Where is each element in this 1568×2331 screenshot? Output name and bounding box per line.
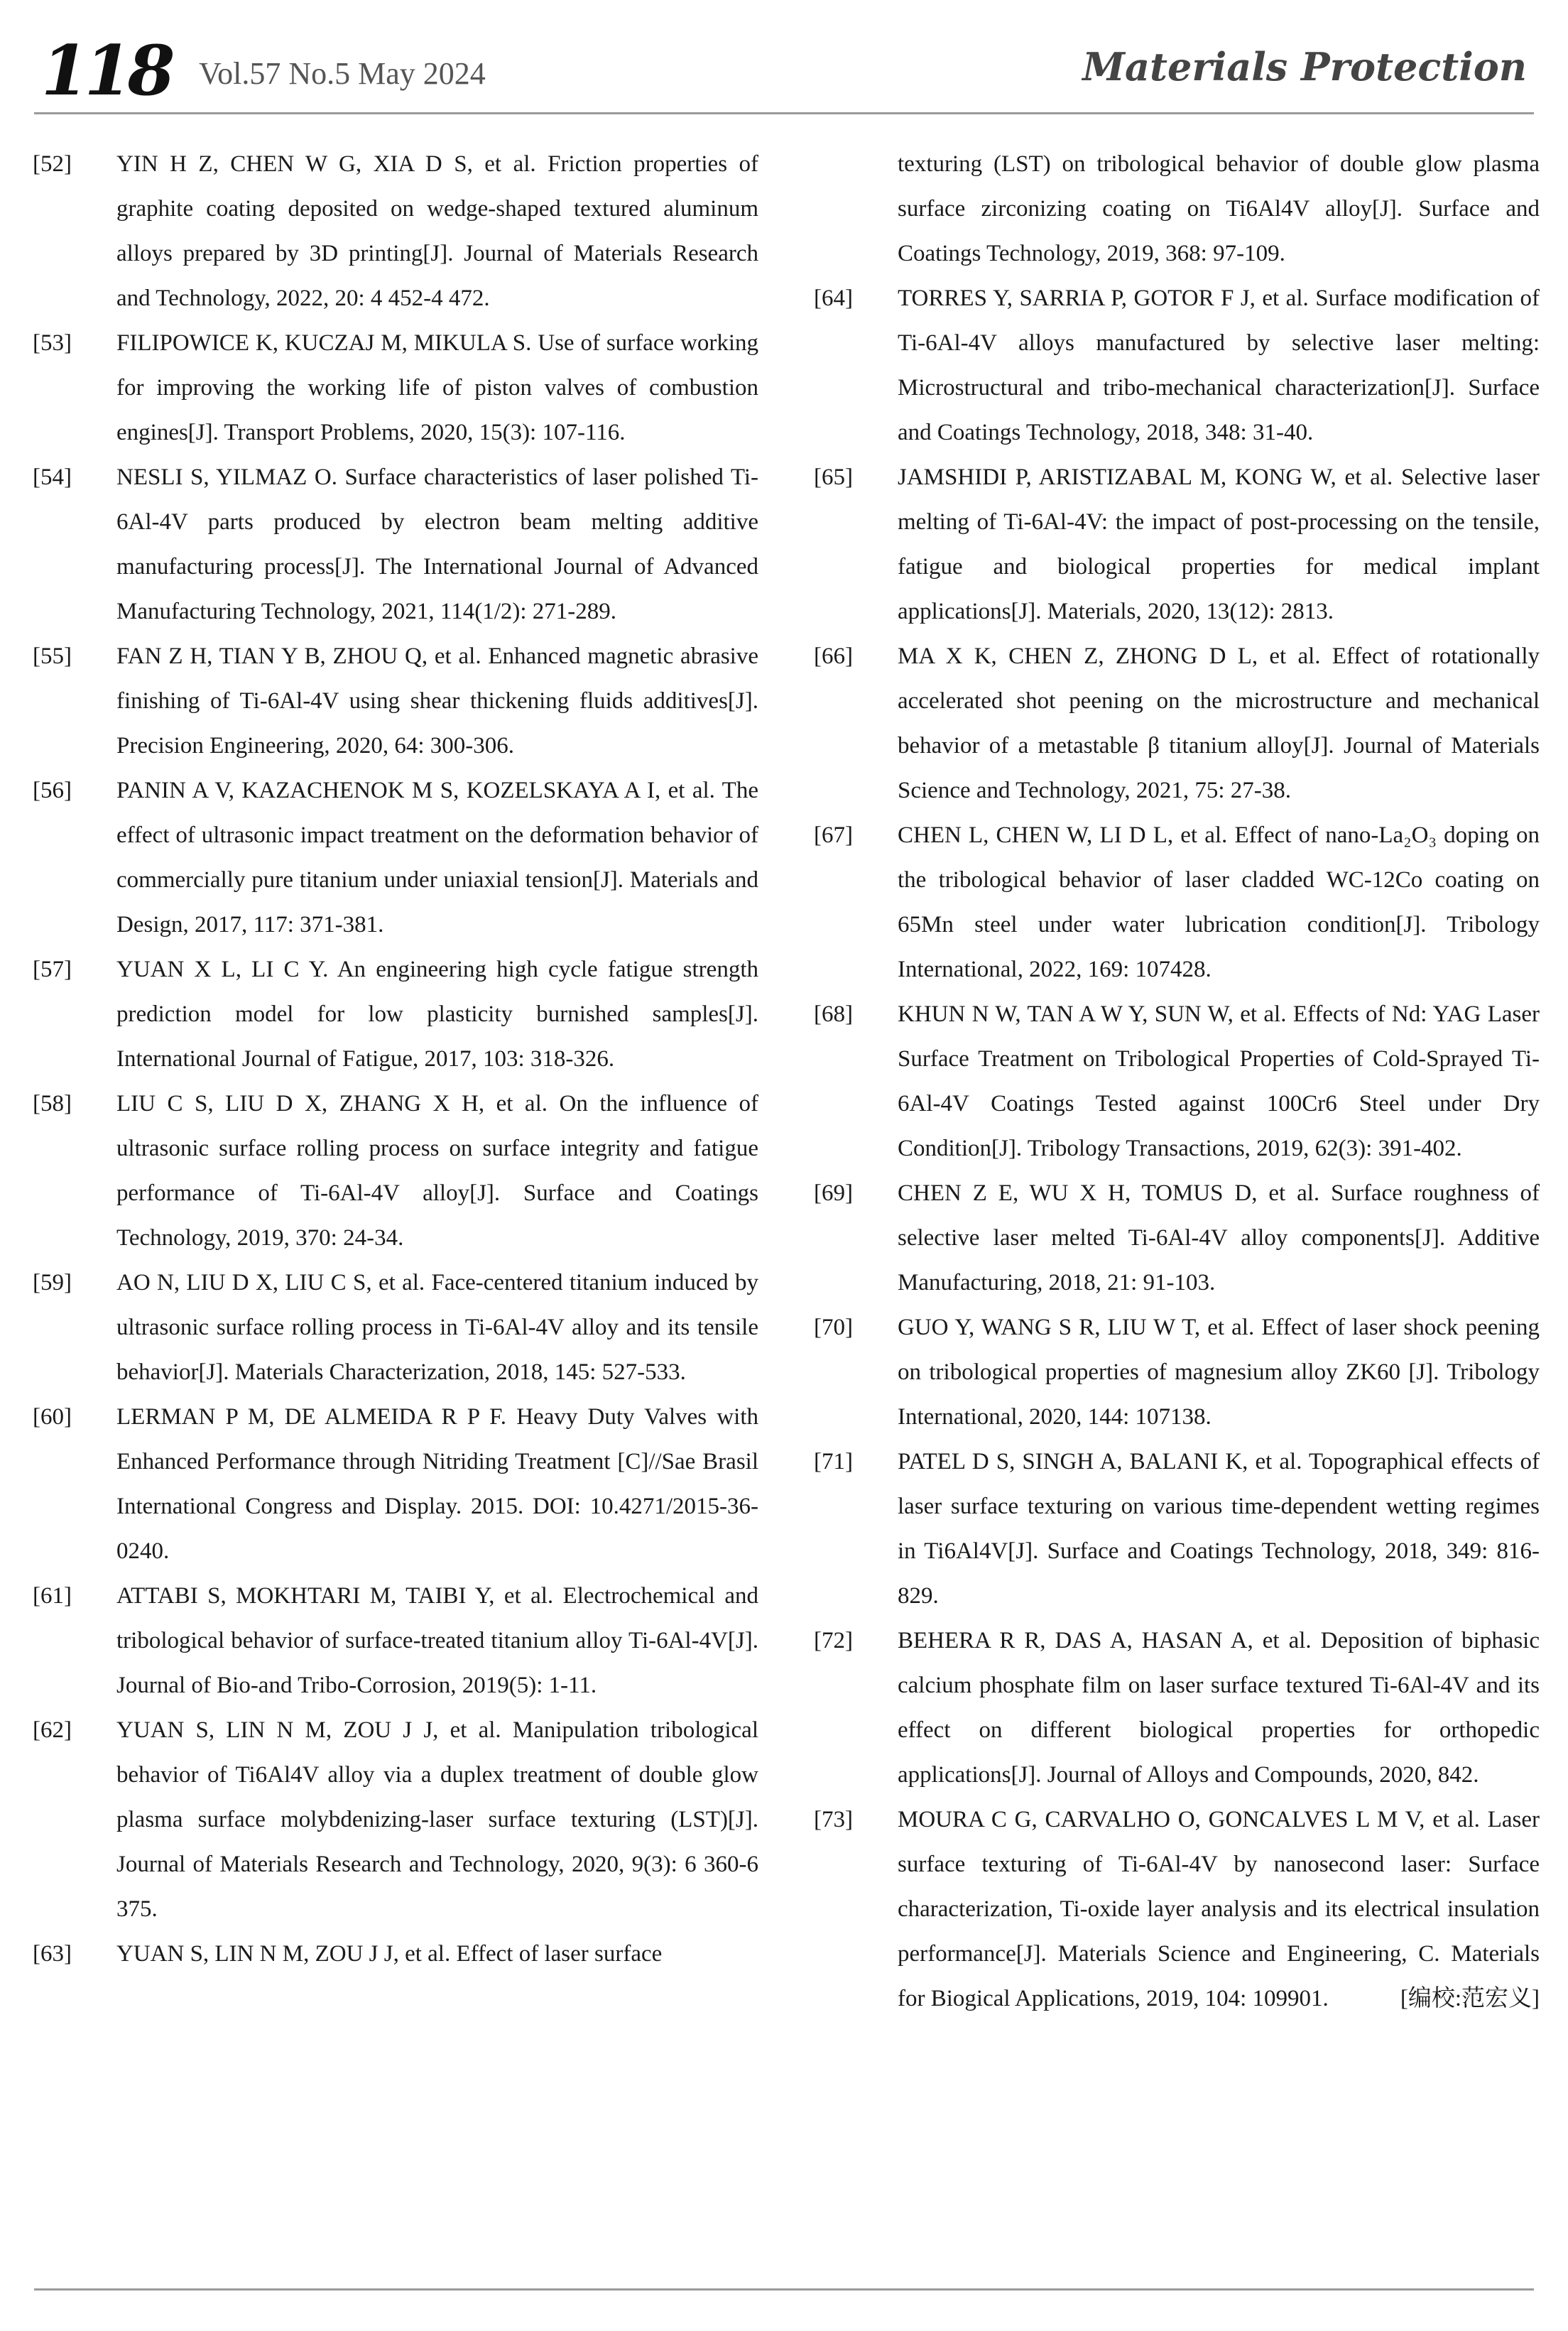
reference-item xyxy=(33,455,758,634)
reference-number: [71] xyxy=(814,1449,853,1474)
header-rule xyxy=(34,112,1534,114)
reference-number: [67] xyxy=(814,822,853,848)
reference-text: GUO Y, WANG S R, LIU W T, et al. Effect of laser shock peening on tribological properties of magnesium alloy ZK60 [J]. Tribology International, 2020, 144: 107138. xyxy=(898,1315,1540,1430)
reference-number: [73] xyxy=(814,1807,853,1832)
references-left-column xyxy=(33,142,758,1977)
reference-item xyxy=(814,276,1540,455)
reference-number: [57] xyxy=(33,957,72,982)
reference-text: LIU C S, LIU D X, ZHANG X H, et al. On the influence of ultrasonic surface rolling process on surface integrity and fatigue performance of Ti-6Al-4V alloy[J]. Surface and Coatings Technology, 2019, 370: 24-34. xyxy=(116,1091,758,1251)
reference-text: PANIN A V, KAZACHENOK M S, KOZELSKAYA A I, et al. The effect of ultrasonic impact treatment on the deformation behavior of commercially pure titanium under uniaxial tension[J]. Materials and Design, 2017, 117: 371-381. xyxy=(116,778,758,938)
reference-text: FAN Z H, TIAN Y B, ZHOU Q, et al. Enhanced magnetic abrasive finishing of Ti-6Al-4V using shear thickening fluids additives[J]. Precision Engineering, 2020, 64: 300-306. xyxy=(116,643,758,759)
reference-item xyxy=(33,1395,758,1574)
reference-text: FILIPOWICE K, KUCZAJ M, MIKULA S. Use of surface working for improving the working life of piston valves of combustion engines[J]. Transport Problems, 2020, 15(3): 107-116. xyxy=(116,330,758,445)
reference-item xyxy=(814,634,1540,813)
reference-number: [59] xyxy=(33,1270,72,1295)
reference-text: YIN H Z, CHEN W G, XIA D S, et al. Friction properties of graphite coating deposited on wedge-shaped textured aluminum alloys prepared by 3D printing[J]. Journal of Materials Research and Technology, 2022, 20: 4 452-4 472. xyxy=(116,151,758,311)
reference-text: YUAN S, LIN N M, ZOU J J, et al. Manipulation tribological behavior of Ti6Al4V alloy via a duplex treatment of double glow plasma surface molybdenizing-laser surface texturing (LST)[J]. Journal of Materials Research and Technology, 2020, 9(3): 6 360-6 375. xyxy=(116,1717,758,1922)
reference-number: [63] xyxy=(33,1941,72,1967)
reference-item xyxy=(814,1798,1540,2021)
reference-number: [53] xyxy=(33,330,72,356)
editor-credit: [编校:范宏义] xyxy=(1400,1986,1540,2011)
references-right-column xyxy=(814,142,1540,2021)
reference-text: NESLI S, YILMAZ O. Surface characteristics of laser polished Ti-6Al-4V parts produced by electron beam melting additive manufacturing process[J]. The International Journal of Advanced Manufacturing Technology, 2021, 114(1/2): 271-289. xyxy=(116,464,758,624)
footer-rule xyxy=(34,2288,1534,2291)
reference-number: [62] xyxy=(33,1717,72,1743)
reference-item xyxy=(33,1261,758,1395)
reference-text: MA X K, CHEN Z, ZHONG D L, et al. Effect of rotationally accelerated shot peening on the microstructure and mechanical behavior of a metastable β titanium alloy[J]. Journal of Materials Science and Technology, 2021, 75: 27-38. xyxy=(898,643,1540,803)
reference-number: [72] xyxy=(814,1628,853,1653)
reference-item xyxy=(814,1171,1540,1305)
page-header xyxy=(34,28,1534,114)
reference-text: CHEN L, CHEN W, LI D L, et al. Effect of nano-La₂O₃ doping on the tribological behavior of laser cladded WC-12Co coating on 65Mn steel under water lubrication condition[J]. Tribology International, 2022, 169: 107428. xyxy=(898,822,1540,982)
reference-item xyxy=(33,1082,758,1261)
reference-number: [61] xyxy=(33,1583,72,1609)
reference-text: CHEN Z E, WU X H, TOMUS D, et al. Surface roughness of selective laser melted Ti-6Al-4V alloy components[J]. Additive Manufacturing, 2018, 21: 91-103. xyxy=(898,1180,1540,1295)
reference-item xyxy=(814,813,1540,992)
reference-text: YUAN X L, LI C Y. An engineering high cycle fatigue strength prediction model for low plasticity burnished samples[J]. International Journal of Fatigue, 2017, 103: 318-326. xyxy=(116,957,758,1072)
reference-item xyxy=(814,455,1540,634)
reference-text: BEHERA R R, DAS A, HASAN A, et al. Deposition of biphasic calcium phosphate film on laser surface textured Ti-6Al-4V and its effect on different biological properties for orthopedic applications[J]. Journal of Alloys and Compounds, 2020, 842. xyxy=(898,1628,1540,1788)
reference-continuation: texturing (LST) on tribological behavior of double glow plasma surface zirconizing coating on Ti6Al4V alloy[J]. Surface and Coatings Technology, 2019, 368: 97-109. xyxy=(898,151,1540,266)
reference-item xyxy=(814,1305,1540,1440)
reference-text: ATTABI S, MOKHTARI M, TAIBI Y, et al. Electrochemical and tribological behavior of surface-treated titanium alloy Ti-6Al-4V[J]. Journal of Bio-and Tribo-Corrosion, 2019(5): 1-11. xyxy=(116,1583,758,1698)
reference-item xyxy=(33,947,758,1082)
reference-item xyxy=(814,992,1540,1171)
reference-number: [70] xyxy=(814,1315,853,1340)
reference-text xyxy=(898,1798,1540,2021)
reference-number: [66] xyxy=(814,643,853,669)
reference-text: LERMAN P M, DE ALMEIDA R P F. Heavy Duty Valves with Enhanced Performance through Nitriding Treatment [C]//Sae Brasil International Congress and Display. 2015. DOI: 10.4271/2015-36-0240. xyxy=(116,1404,758,1564)
page-number: 118 xyxy=(41,31,171,111)
reference-item xyxy=(33,321,758,455)
reference-number: [54] xyxy=(33,464,72,490)
reference-number: [68] xyxy=(814,1001,853,1027)
reference-number: [58] xyxy=(33,1091,72,1116)
reference-text: KHUN N W, TAN A W Y, SUN W, et al. Effects of Nd: YAG Laser Surface Treatment on Tribological Properties of Cold-Sprayed Ti-6Al-4V Coatings Tested against 100Cr6 Steel under Dry Condition[J]. Tribology Transactions, 2019, 62(3): 391-402. xyxy=(898,1001,1540,1161)
reference-item xyxy=(814,1440,1540,1619)
reference-number: [65] xyxy=(814,464,853,490)
journal-title: Materials Protection xyxy=(1082,44,1527,89)
reference-text: TORRES Y, SARRIA P, GOTOR F J, et al. Surface modification of Ti-6Al-4V alloys manufactured by selective laser melting: Microstructural and tribo-mechanical characterization[J]. Surface and Coatings Technology, 2018, 348: 31-40. xyxy=(898,286,1540,445)
reference-number: [69] xyxy=(814,1180,853,1206)
reference-number: [52] xyxy=(33,151,72,177)
reference-item xyxy=(33,634,758,768)
reference-number: [60] xyxy=(33,1404,72,1430)
reference-text: YUAN S, LIN N M, ZOU J J, et al. Effect of laser surface xyxy=(116,1941,663,1967)
reference-number: [55] xyxy=(33,643,72,669)
reference-text: PATEL D S, SINGH A, BALANI K, et al. Topographical effects of laser surface texturing on various time-dependent wetting regimes in Ti6Al4V[J]. Surface and Coatings Technology, 2018, 349: 816-829. xyxy=(898,1449,1540,1609)
reference-text-body: MOURA C G, CARVALHO O, GONCALVES L M V, et al. Laser surface texturing of Ti-6Al-4V by nanosecond laser: Surface characterization, Ti-oxide layer analysis and its electrical insulation performance[J]. Materials Science and Engineering, C. Materials for Biogical Applications, 2019, 104: 109901. xyxy=(898,1807,1540,2011)
issue-info: Vol.57 No.5 May 2024 xyxy=(199,56,486,91)
reference-item xyxy=(33,142,758,321)
reference-item xyxy=(33,768,758,947)
reference-text: AO N, LIU D X, LIU C S, et al. Face-centered titanium induced by ultrasonic surface rolling process in Ti-6Al-4V alloy and its tensile behavior[J]. Materials Characterization, 2018, 145: 527-533. xyxy=(116,1270,758,1385)
reference-item xyxy=(814,1619,1540,1798)
reference-item xyxy=(33,1708,758,1932)
reference-number: [64] xyxy=(814,286,853,311)
reference-item xyxy=(33,1574,758,1708)
reference-number: [56] xyxy=(33,778,72,803)
reference-item xyxy=(33,1932,758,1977)
reference-text: JAMSHIDI P, ARISTIZABAL M, KONG W, et al. Selective laser melting of Ti-6Al-4V: the impact of post-processing on the tensile, fatigue and biological properties for medical implant applications[J]. Materials, 2020, 13(12): 2813. xyxy=(898,464,1540,624)
